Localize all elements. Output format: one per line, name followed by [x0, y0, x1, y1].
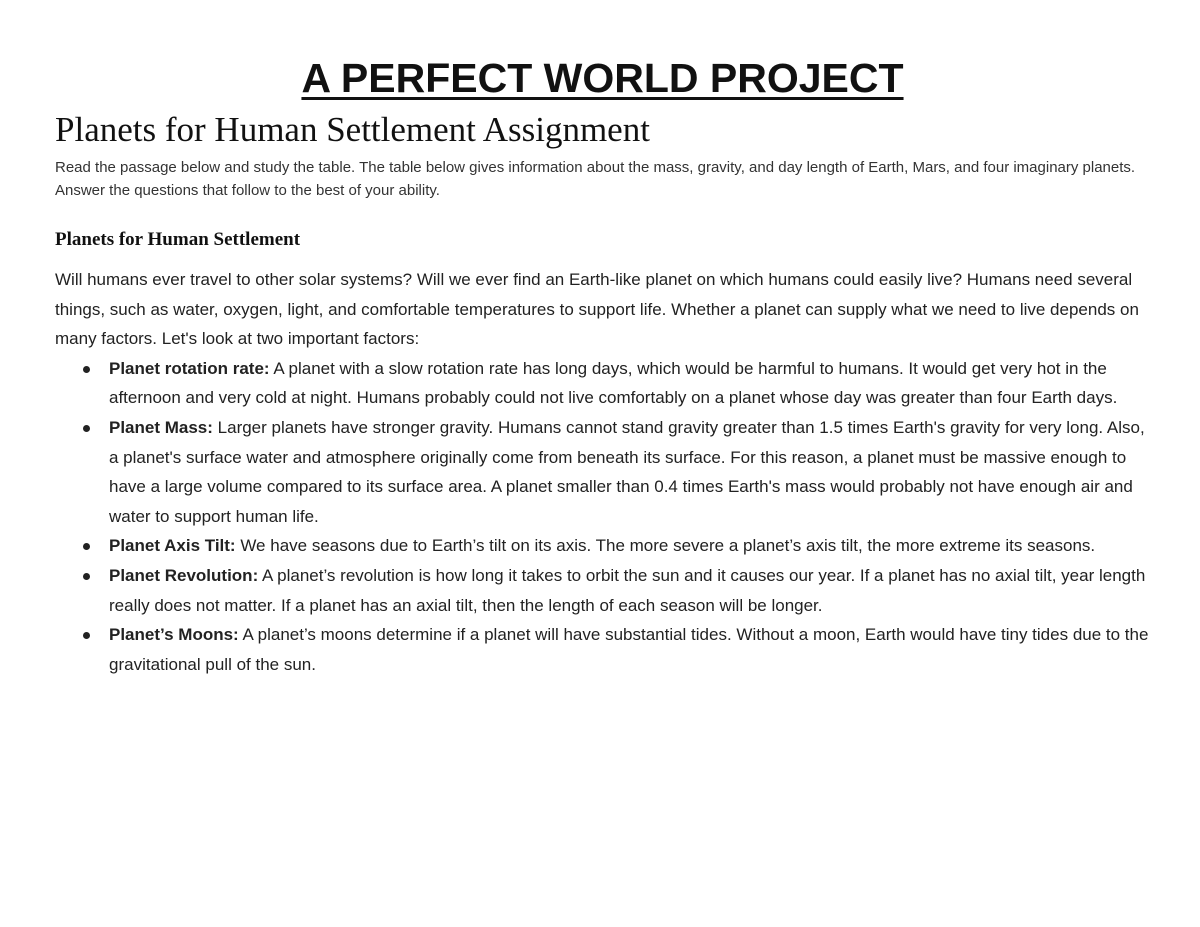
- instructions-text: Read the passage below and study the table. The table below gives information about the mass, gravity, and day length of Earth, Mars, and four imaginary planets. Answer the questions that follow to the best of your ability.: [55, 159, 1136, 199]
- bullet-icon: [83, 573, 90, 580]
- factor-item-rotation-rate: [55, 354, 1150, 413]
- section-heading: Planets for Human Settlement: [55, 229, 301, 250]
- bullet-icon: [83, 543, 90, 550]
- factor-term: Planet Axis Tilt:: [109, 536, 236, 556]
- factor-item-moons: [55, 620, 1150, 679]
- factor-text: A planet’s revolution is how long it takes to orbit the sun and it causes our year. If a planet has no axial tilt, year length really does not matter. If a planet has an axial tilt, then the length of each season will be longer.: [109, 565, 1146, 615]
- page-title: A PERFECT WORLD PROJECT: [301, 55, 904, 101]
- factor-list: [55, 354, 1150, 680]
- factor-text: A planet with a slow rotation rate has long days, which would be harmful to humans. It would get very hot in the afternoon and very cold at night. Humans probably could not live comfortably on a planet whose day was greater than four Earth days.: [109, 358, 1118, 408]
- bullet-icon: [83, 366, 90, 373]
- factor-text: A planet’s moons determine if a planet will have substantial tides. Without a moon, Earth would have tiny tides due to the gravitational pull of the sun.: [109, 625, 1149, 674]
- factor-text: Larger planets have stronger gravity. Humans cannot stand gravity greater than 1.5 times Earth's gravity for very long. Also, a planet's surface water and atmosphere originally come from beneath its surface. For this reason, a planet must be massive enough to have a large volume compared to its surface area. A planet smaller than 0.4 times Earth's mass would probably not have enough air and water to support human life.: [109, 417, 1145, 526]
- factor-term: Planet Revolution:: [109, 565, 259, 585]
- bullet-icon: [83, 632, 90, 639]
- factor-term: Planet rotation rate:: [109, 358, 270, 378]
- factor-item-mass: [55, 413, 1150, 531]
- assignment-subtitle: Planets for Human Settlement Assignment: [55, 110, 650, 149]
- factor-item-axis-tilt: [55, 531, 1150, 561]
- factor-term: Planet’s Moons:: [109, 625, 239, 645]
- factor-item-revolution: [55, 561, 1150, 620]
- document-page: [55, 52, 1150, 679]
- bullet-icon: [83, 425, 90, 432]
- passage-paragraph: Will humans ever travel to other solar systems? Will we ever find an Earth-like planet on which humans could easily live? Humans need several things, such as water, oxygen, light, and comfortable temperatures to support life. Whether a planet can supply what we need to live depends on many factors. Let's look at two important factors:: [55, 270, 1139, 349]
- factor-term: Planet Mass:: [109, 417, 213, 437]
- factor-text: We have seasons due to Earth’s tilt on its axis. The more severe a planet’s axis tilt, the more extreme its seasons.: [235, 536, 1096, 556]
